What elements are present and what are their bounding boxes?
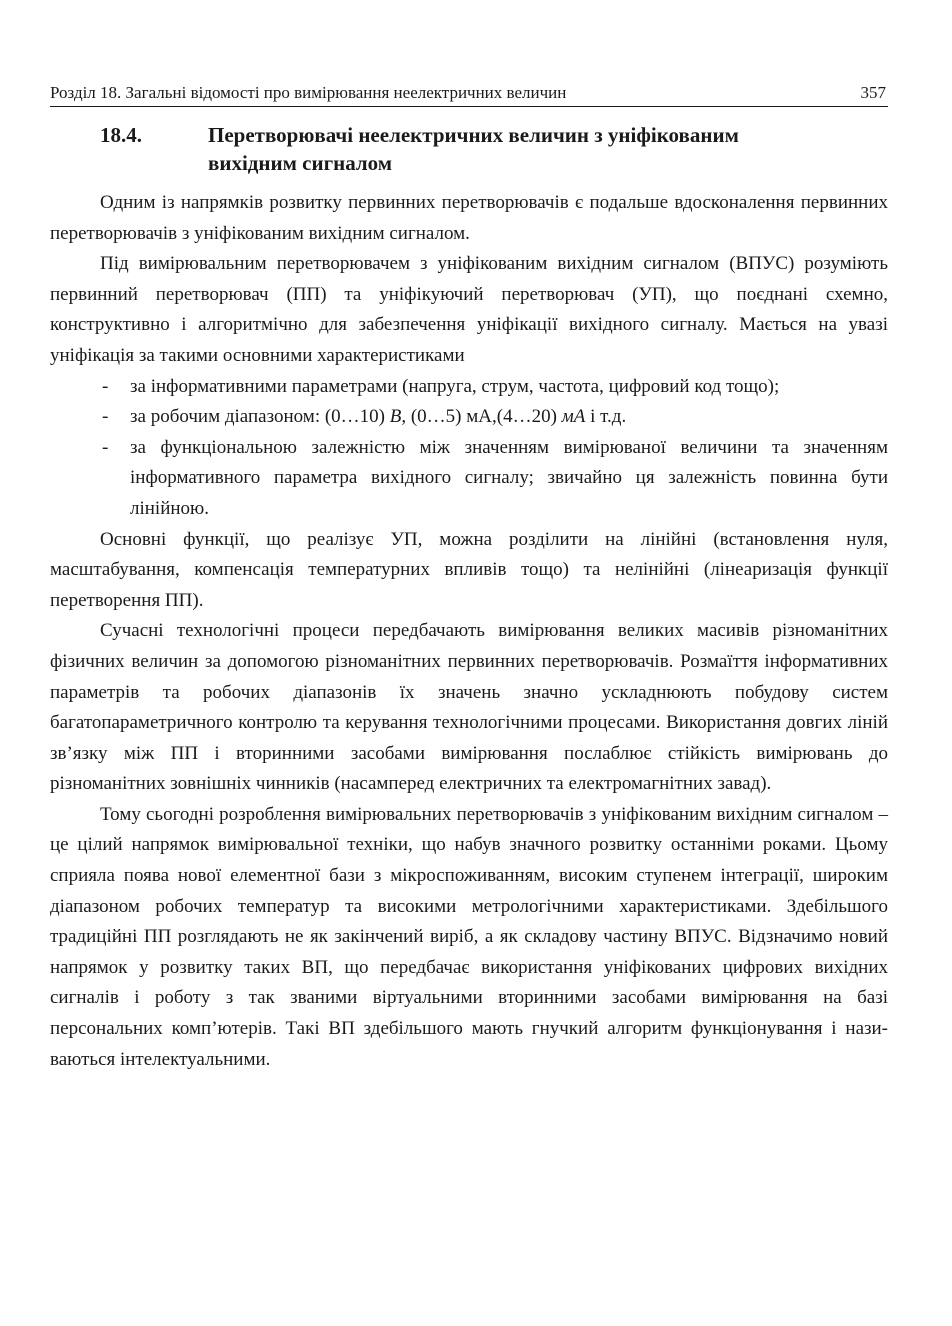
chapter-title: Розділ 18. Загальні відомості про вимірювання неелектричних величин bbox=[50, 83, 567, 102]
document-page bbox=[50, 0, 888, 1326]
section-heading bbox=[100, 121, 820, 177]
paragraph-4: Сучасні технологічні процеси передбачають вимірювання великих масивів різноманітних фізичних величин за допомогою різноманітних первинних перетворювачів. Розмаїття інформативних параметрів та робочих діапазонів їх значень значно ускладнюють побудову систем багатопараметричного контролю та керування технологічними процесами. Використання довгих ліній зв’язку між ПП і вторинними засобами вимірювання послаблює стійкість вимірювань до різноманітних зовнішніх чинників (насамперед електричних та електромагнітних завад). bbox=[50, 620, 888, 795]
unification-list bbox=[50, 372, 888, 525]
paragraph-3: Основні функції, що реалізує УП, можна розділити на лінійні (встановлення нуля, масштабування, компенсація температурних впливів тощо) та нелінійні (лінеаризація функції перетворення ПП). bbox=[50, 528, 888, 611]
running-header bbox=[50, 80, 888, 107]
paragraph-2: Під вимірювальним перетворювачем з уніфікованим вихідним сигналом (ВПУС) розуміють первинний перетворювач (ПП) та уніфікуючий перетворювач (УП), що поєднані схемно, конструктивно і алгоритмічно для забезпечення уніфікації вихідного сигналу. Мається на увазі уніфікація за такими основними характеристиками bbox=[50, 253, 888, 366]
range-text-c: , (0…5) мА,(4…20) bbox=[401, 406, 562, 428]
body-text bbox=[50, 188, 888, 1075]
list-item bbox=[50, 372, 888, 403]
unit-milliamp: мА bbox=[561, 406, 586, 428]
section-number: 18.4. bbox=[100, 123, 142, 147]
range-text-e: і т.д. bbox=[585, 406, 627, 428]
list-item-text bbox=[130, 406, 626, 427]
paragraph-5: Тому сьогодні розроблення вимірювальних перетворювачів з уніфікованим вихідним сигналом – це цілий напрямок вимірювальної техніки, що набув значного розвитку останніми роками. Цьому сприяла поява нової елементної бази з мікроспоживанням, високим ступенем інтеграції, широким діапазоном робочих температур та високими метрологічними характеристиками. Здебільшого традиційні ПП розглядають не як закінчений виріб, а як складову частину ВПУС. Відзначимо новий напрямок у розвитку таких ВП, що передбачає використання уніфікованих цифрових вихідних сигналів і роботу з так званими віртуальними вторинними засобами вимірювання на базі персональних комп’ютерів. Такі ВП здебільшого мають гнучкий алгоритм функціонування і називаються інтелектуальними. bbox=[50, 803, 888, 1070]
bullet-marker: - bbox=[102, 436, 109, 458]
list-item bbox=[50, 433, 888, 525]
page-number: 357 bbox=[860, 83, 886, 102]
list-item-text: за функціональною залежністю між значенням вимірюваної величини та значенням інформативного параметра вихідного сигналу; звичайно ця залежність повинна бути лінійною. bbox=[130, 436, 888, 519]
list-item bbox=[50, 402, 888, 433]
bullet-marker: - bbox=[102, 406, 109, 428]
section-title: Перетворювачі неелектричних величин з уніфікованим вихідним сигналом bbox=[208, 123, 739, 175]
bullet-marker: - bbox=[102, 375, 109, 397]
range-text-a: за робочим діапазоном: (0…10) bbox=[130, 406, 390, 428]
paragraph-1: Одним із напрямків розвитку первинних перетворювачів є подальше вдосконалення первинних перетворювачів з уніфікованим вихідним сигналом. bbox=[50, 192, 888, 244]
unit-volt: В bbox=[389, 406, 402, 428]
list-item-text: за інформативними параметрами (напруга, струм, частота, цифровий код тощо); bbox=[130, 375, 780, 397]
